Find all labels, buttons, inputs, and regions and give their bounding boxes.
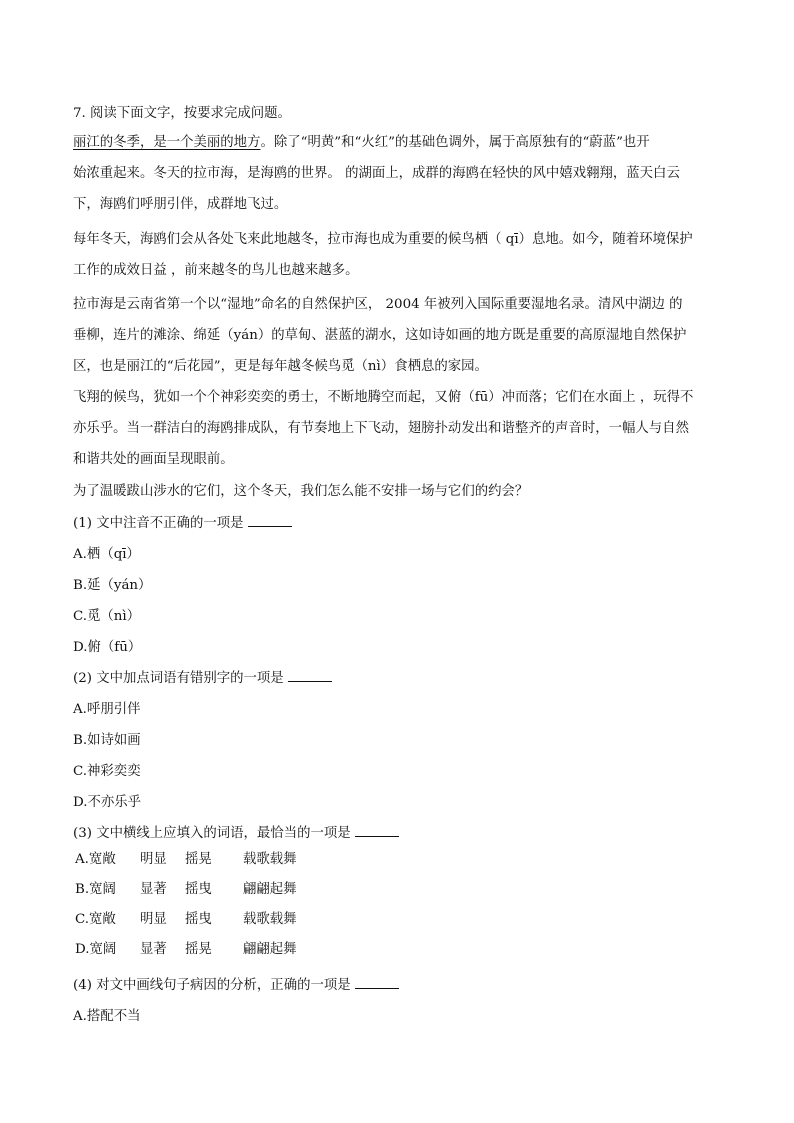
option-b: B.如诗如画 [73, 733, 141, 748]
option-word: 显著 [140, 942, 167, 957]
passage-line: 拉市海是云南省第一个以“湿地”命名的自然保护区， 2004 年被列入国际重要湿地名录。清风中湖边 的 [73, 297, 683, 312]
option-word: B.宽阔 [75, 882, 116, 897]
option-word: D.宽阔 [75, 942, 117, 957]
passage-line: 为了温暖跋山涉水的它们，这个冬天，我们怎么能不安排一场与它们的约会？ [73, 484, 529, 499]
option-b [75, 878, 297, 897]
passage-line: 每年冬天，海鸥们会从各处飞来此地越冬，拉市海也成为重要的候鸟栖（ qī）息地。如今，随着环境保护 [73, 232, 693, 247]
passage-line: 区，也是丽江的“后花园”，更是每年越冬候鸟觅（nì）食栖息的家园。 [73, 359, 488, 374]
sub2-stem-text: (2) 文中加点词语有错别字的一项是 [73, 671, 284, 686]
option-word: 显著 [140, 882, 167, 897]
option-word: 载歌载舞 [243, 912, 297, 927]
passage-line [73, 131, 650, 150]
option-word: 翩翩起舞 [243, 882, 297, 897]
option-word: C.宽敞 [75, 912, 116, 927]
option-word: 摇晃 [185, 942, 212, 957]
sub1-stem [73, 512, 292, 531]
option-a: A.呼朋引伴 [73, 702, 141, 717]
answer-blank [288, 669, 332, 682]
option-d: D.不亦乐乎 [73, 795, 142, 810]
option-b: B.延（yán） [73, 578, 152, 593]
passage-line: 和谐共处的画面呈现眼前。 [73, 452, 234, 467]
answer-blank [355, 976, 399, 989]
sub4-stem [73, 974, 399, 993]
passage-line: 工作的成效日益 ，前来越冬的鸟儿也越来越多。 [73, 263, 359, 278]
option-c: C.神彩奕奕 [73, 764, 141, 779]
option-word: 摇曳 [185, 882, 212, 897]
passage-line: 亦乐乎。当一群洁白的海鸥排成队，有节奏地上下飞动，翅膀扑动发出和谐整齐的声音时，一幅人与自然 [73, 421, 689, 436]
option-c [75, 908, 297, 927]
passage-line: 垂柳，连片的滩涂、绵延（yán）的草甸、湛蓝的湖水，这如诗如画的地方既是重要的高原湿地自然保护 [73, 328, 687, 343]
option-a: A.栖（qī） [73, 547, 140, 562]
question-title: 7. 阅读下面文字，按要求完成问题。 [73, 106, 291, 121]
option-word: 摇晃 [185, 852, 212, 867]
option-d: D.俯（fū） [73, 640, 142, 655]
option-word: 明显 [140, 852, 167, 867]
option-word: 摇曳 [185, 912, 212, 927]
answer-blank [355, 824, 399, 837]
sub4-stem-text: (4) 对文中画线句子病因的分析，正确的一项是 [73, 978, 351, 993]
passage-line: 始浓重起来。冬天的拉市海，是海鸥的世界。 的湖面上，成群的海鸥在轻快的风中嬉戏翱翔，蓝天白云 [73, 166, 680, 181]
sub2-stem [73, 667, 332, 686]
passage-line: 飞翔的候鸟，犹如一个个神彩奕奕的勇士，不断地腾空而起，又俯（fū）冲而落；它们在水面上 ，玩得不 [73, 390, 694, 405]
sub3-stem [73, 822, 399, 841]
passage-line: 下，海鸥们呼朋引伴，成群地飞过。 [73, 197, 288, 212]
option-word: 明显 [140, 912, 167, 927]
option-a [75, 848, 297, 867]
sub1-stem-text: (1) 文中注音不正确的一项是 [73, 516, 244, 531]
option-word: 翩翩起舞 [243, 942, 297, 957]
option-word: 载歌载舞 [243, 852, 297, 867]
passage-text: 。除了“明黄”和“火红”的基础色调外，属于高原独有的“蔚蓝”也开 [260, 135, 650, 150]
answer-blank [248, 514, 292, 527]
option-a: A.搭配不当 [73, 1009, 141, 1024]
option-d [75, 938, 297, 957]
sub3-stem-text: (3) 文中横线上应填入的词语，最恰当的一项是 [73, 826, 351, 841]
option-word: A.宽敞 [75, 852, 116, 867]
option-c: C.觅（nì） [73, 609, 141, 624]
underlined-sentence: 丽江的冬季，是一个美丽的地方 [73, 135, 261, 150]
